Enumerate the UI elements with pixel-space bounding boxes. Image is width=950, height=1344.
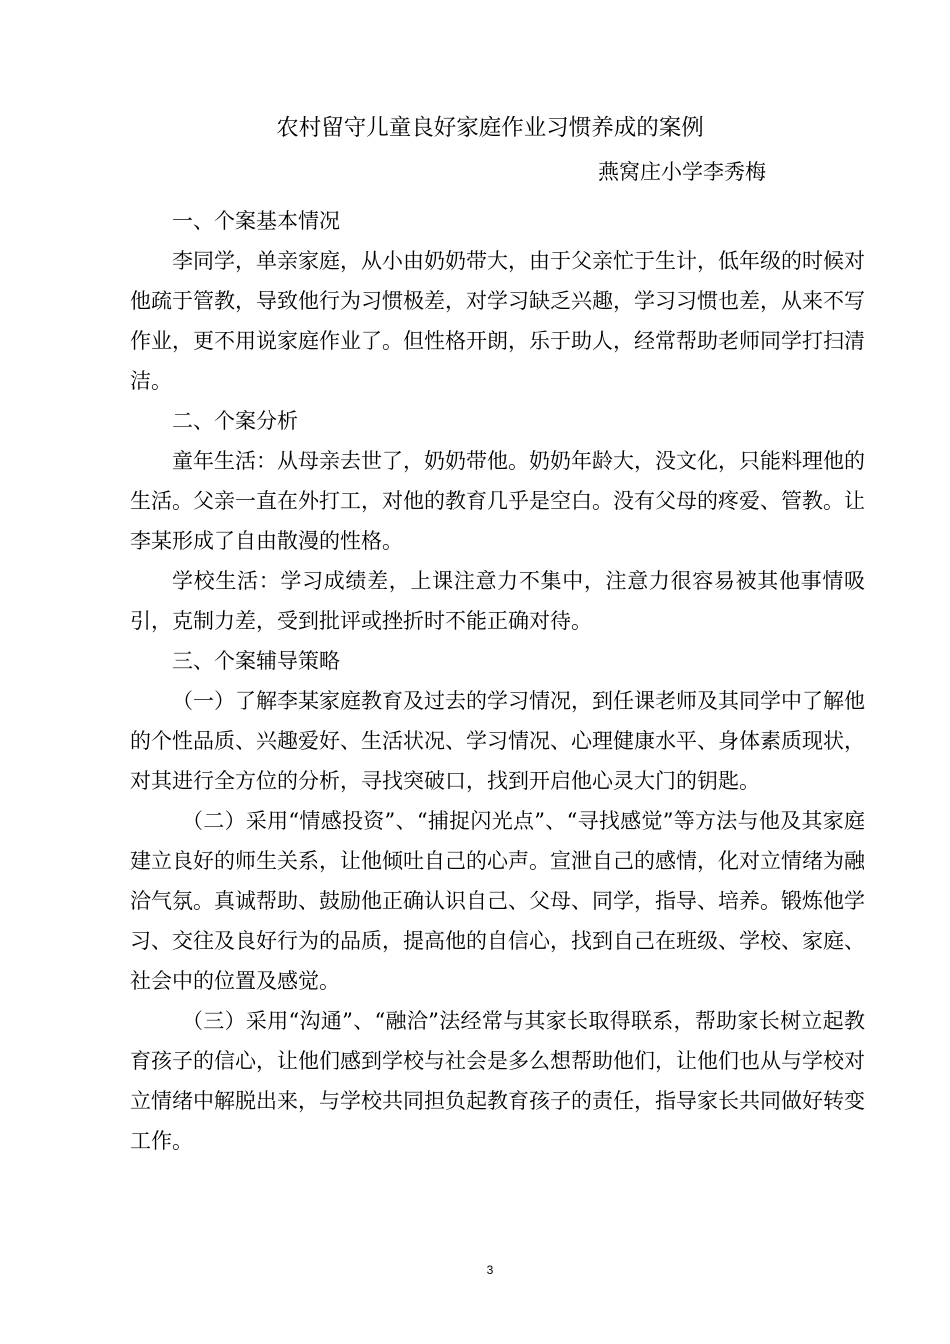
paragraph-childhood: 童年生活：从母亲去世了，奶奶带他。奶奶年龄大，没文化，只能料理他的生活。父亲一直在外打工，对他的教育几乎是空白。没有父母的疼爱、管教。让李某形成了自由散漫的性格。 [130,449,865,553]
section-heading-strategy: 三、个案辅导策略 [172,649,340,673]
paragraph-strategy-3: （三）采用“沟通”、“融洽”法经常与其家长取得联系，帮助家长树立起教育孩子的信心，让他们感到学校与社会是多么想帮助他们，让他们也从与学校对立情绪中解脱出来，与学校共同担负起教育孩子的责任，指导家长共同做好转变工作。 [130,1009,865,1153]
paragraph-school-life: 学校生活：学习成绩差，上课注意力不集中，注意力很容易被其他事情吸引，克制力差，受到批评或挫折时不能正确对待。 [130,569,865,633]
document-title: 农村留守儿童良好家庭作业习惯养成的案例 [276,115,704,141]
section-heading-analysis: 二、个案分析 [172,409,298,433]
section-heading-basic-info: 一、个案基本情况 [172,209,340,233]
paragraph-strategy-2: （二）采用“情感投资”、“捕捉闪光点”、“寻找感觉”等方法与他及其家庭建立良好的师生关系，让他倾吐自己的心声。宣泄自己的感情，化对立情绪为融洽气氛。真诚帮助、鼓励他正确认识自己、父母、同学，指导、培养。锻炼他学习、交往及良好行为的品质，提高他的自信心，找到自己在班级、学校、家庭、社会中的位置及感觉。 [130,809,865,993]
page-number: 3 [486,1263,494,1277]
paragraph-basic-info: 李同学，单亲家庭，从小由奶奶带大，由于父亲忙于生计，低年级的时候对他疏于管教，导致他行为习惯极差，对学习缺乏兴趣，学习习惯也差，从来不写作业，更不用说家庭作业了。但性格开朗，乐于助人，经常帮助老师同学打扫清洁。 [130,249,865,393]
document-body [130,201,865,1161]
paragraph-strategy-1: （一）了解李某家庭教育及过去的学习情况，到任课老师及其同学中了解他的个性品质、兴趣爱好、生活状况、学习情况、心理健康水平、身体素质现状，对其进行全方位的分析，寻找突破口，找到开启他心灵大门的钥匙。 [130,689,865,793]
author-line: 燕窝庄小学李秀梅 [598,160,766,184]
